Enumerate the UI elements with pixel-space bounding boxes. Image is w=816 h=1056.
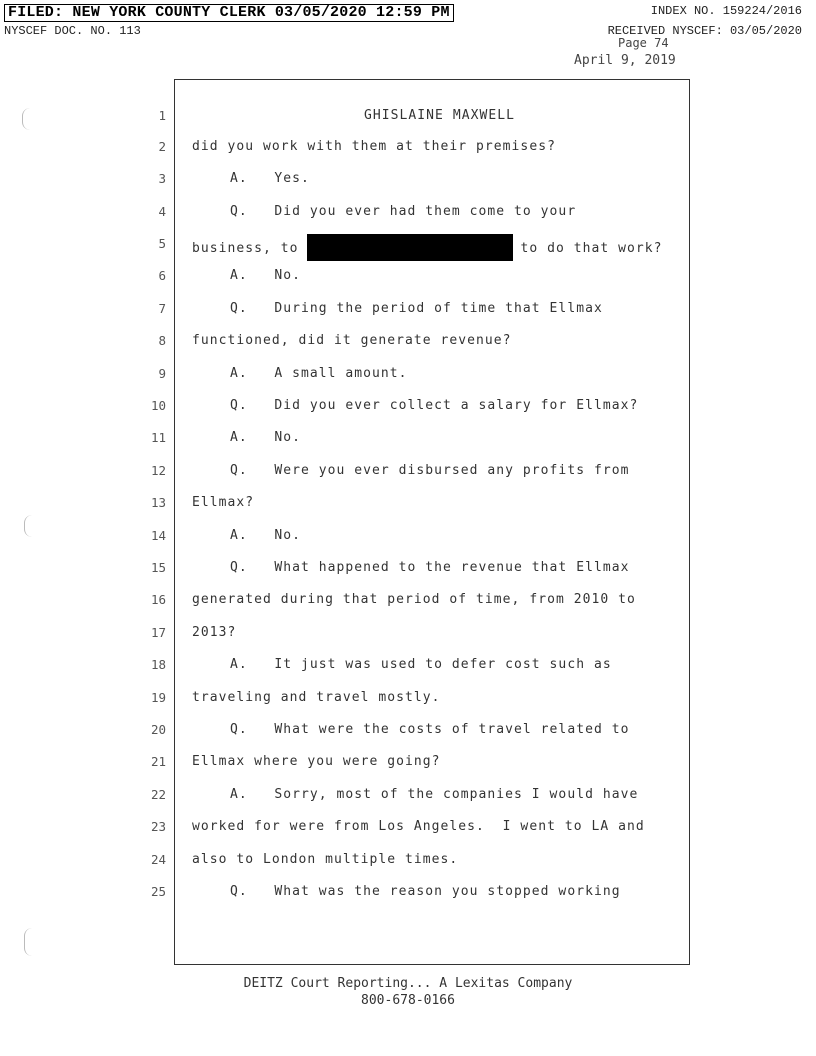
line-number: 15 xyxy=(150,560,166,575)
line-number: 3 xyxy=(158,171,166,186)
transcript-line xyxy=(0,364,816,384)
line-text: GHISLAINE MAXWELL xyxy=(364,108,515,123)
line-text: A. No. xyxy=(230,268,302,283)
line-text: Q. Did you ever had them come to your xyxy=(230,204,577,219)
transcript-line xyxy=(0,299,816,319)
line-number: 25 xyxy=(150,884,166,899)
line-text: did you work with them at their premises? xyxy=(192,139,556,154)
transcript-line xyxy=(0,785,816,805)
line-text: Ellmax where you were going? xyxy=(192,754,441,769)
line-number: 20 xyxy=(150,722,166,737)
line-text: 2013? xyxy=(192,625,237,640)
filed-stamp: FILED: NEW YORK COUNTY CLERK 03/05/2020 12:59 PM xyxy=(4,4,454,22)
line-text: Q. What were the costs of travel related to xyxy=(230,722,630,737)
index-number: INDEX NO. 159224/2016 xyxy=(650,4,802,18)
line-text: Q. What happened to the revenue that Ellmax xyxy=(230,560,630,575)
line-text: A. No. xyxy=(230,430,302,445)
line-text: Q. Did you ever collect a salary for Ellmax? xyxy=(230,398,639,413)
transcript-line xyxy=(0,688,816,708)
transcript-line xyxy=(0,558,816,578)
line-number: 24 xyxy=(150,852,166,867)
transcript-line xyxy=(0,817,816,837)
line-text xyxy=(192,234,687,261)
line-number: 11 xyxy=(150,430,166,445)
transcript-line xyxy=(0,461,816,481)
line-number: 17 xyxy=(150,625,166,640)
transcript-line xyxy=(0,331,816,351)
redaction-block xyxy=(307,234,513,261)
transcript-line xyxy=(0,526,816,546)
line-number: 8 xyxy=(158,333,166,348)
line-number: 6 xyxy=(158,268,166,283)
line-text: also to London multiple times. xyxy=(192,852,459,867)
line-text: A. Yes. xyxy=(230,171,310,186)
line-number: 18 xyxy=(150,657,166,672)
transcript-line xyxy=(0,882,816,902)
line-number: 9 xyxy=(158,366,166,381)
transcript-line xyxy=(0,106,816,126)
line-number: 7 xyxy=(158,301,166,316)
document-number: NYSCEF DOC. NO. 113 xyxy=(4,24,141,38)
received-stamp: RECEIVED NYSCEF: 03/05/2020 xyxy=(607,24,802,38)
transcript-line xyxy=(0,137,816,157)
line-number: 22 xyxy=(150,787,166,802)
transcript-line xyxy=(0,850,816,870)
line-text-after-redaction: to do that work? xyxy=(520,241,663,256)
transcript-line xyxy=(0,752,816,772)
line-text-before-redaction: business, to xyxy=(192,241,299,256)
line-number: 14 xyxy=(150,528,166,543)
line-text: worked for were from Los Angeles. I went to LA and xyxy=(192,819,645,834)
line-number: 21 xyxy=(150,754,166,769)
line-text: generated during that period of time, from 2010 to xyxy=(192,592,636,607)
transcript-line xyxy=(0,720,816,740)
left-margin-mark xyxy=(24,928,33,956)
footer-phone: 800-678-0166 xyxy=(361,993,455,1008)
line-text: A. Sorry, most of the companies I would have xyxy=(230,787,639,802)
line-text: A. A small amount. xyxy=(230,366,408,381)
deposition-date: April 9, 2019 xyxy=(574,53,676,68)
transcript-line xyxy=(0,169,816,189)
transcript-line xyxy=(0,590,816,610)
line-number: 23 xyxy=(150,819,166,834)
line-number: 13 xyxy=(150,495,166,510)
transcript-line xyxy=(0,202,816,222)
line-text: A. No. xyxy=(230,528,302,543)
line-text: traveling and travel mostly. xyxy=(192,690,441,705)
line-number: 10 xyxy=(150,398,166,413)
transcript-line xyxy=(0,234,816,254)
transcript-line xyxy=(0,266,816,286)
line-number: 5 xyxy=(158,236,166,251)
line-number: 2 xyxy=(158,139,166,154)
transcript-line xyxy=(0,396,816,416)
transcript-line xyxy=(0,493,816,513)
line-text: Q. During the period of time that Ellmax xyxy=(230,301,603,316)
line-text: A. It just was used to defer cost such as xyxy=(230,657,612,672)
line-number: 19 xyxy=(150,690,166,705)
transcript-line xyxy=(0,623,816,643)
line-text: Q. Were you ever disbursed any profits from xyxy=(230,463,630,478)
footer-company: DEITZ Court Reporting... A Lexitas Company xyxy=(243,976,573,991)
line-number: 1 xyxy=(158,108,166,123)
line-number: 4 xyxy=(158,204,166,219)
line-number: 12 xyxy=(150,463,166,478)
transcript-line xyxy=(0,428,816,448)
transcript-line xyxy=(0,655,816,675)
page-number: Page 74 xyxy=(618,36,669,50)
line-number: 16 xyxy=(150,592,166,607)
line-text: Ellmax? xyxy=(192,495,255,510)
line-text: Q. What was the reason you stopped working xyxy=(230,884,621,899)
line-text: functioned, did it generate revenue? xyxy=(192,333,512,348)
